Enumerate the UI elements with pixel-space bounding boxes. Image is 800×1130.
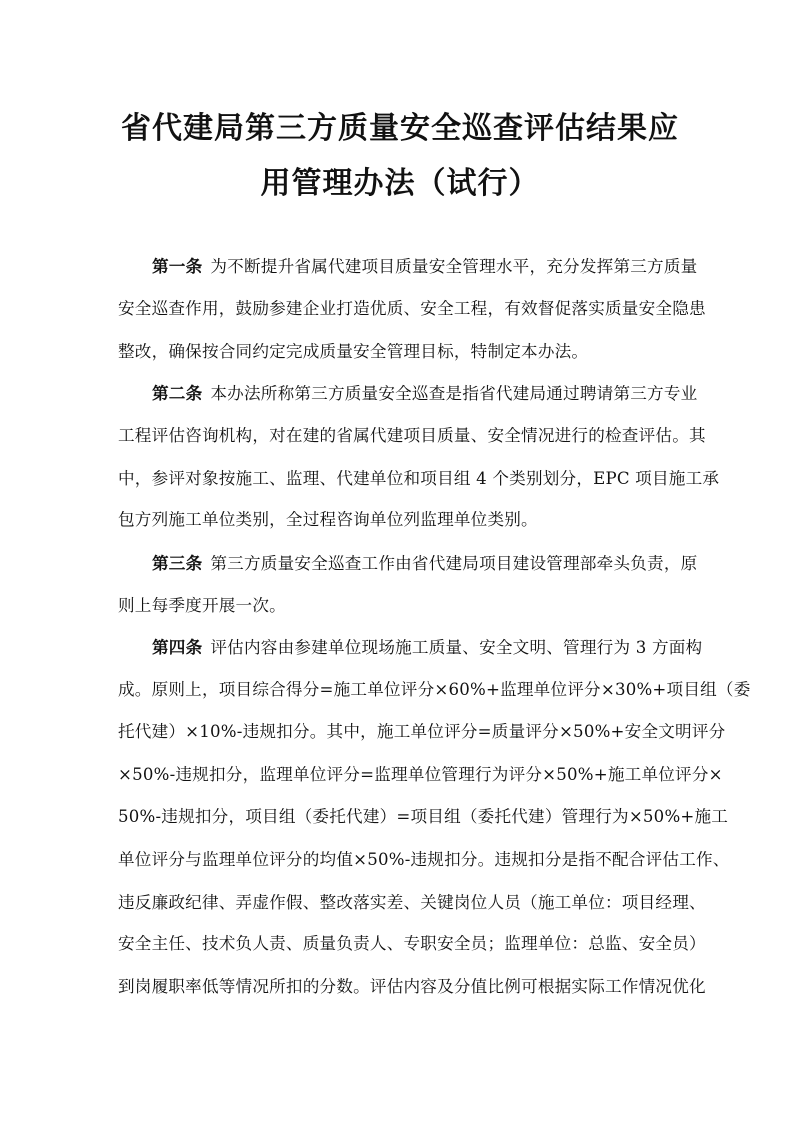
article-2-line-3: 中，参评对象按施工、监理、代建单位和项目组 4 个类别划分，EPC 项目施工承 [118,469,720,488]
article-2-line-1 [152,381,697,406]
article-4-line-4: ×50%-违规扣分，监理单位评分=监理单位管理行为评分×50%+施工单位评分× [118,765,723,784]
article-4-line-1 [152,635,702,660]
document-title-line-1: 省代建局第三方质量安全巡查评估结果应 [121,111,679,146]
document-title-line-2: 用管理办法（试行） [260,166,540,201]
article-2-text: 本办法所称第三方质量安全巡查是指省代建局通过聘请第三方专业 [210,384,698,403]
article-4-line-9: 到岗履职率低等情况所扣的分数。评估内容及分值比例可根据实际工作情况优化 [118,977,706,996]
article-4-line-6: 单位评分与监理单位评分的均值×50%-违规扣分。违规扣分是指不配合评估工作、 [118,850,730,869]
article-1-text: 为不断提升省属代建项目质量安全管理水平，充分发挥第三方质量 [210,257,698,276]
article-3-line-1 [152,551,697,576]
article-1-line-2: 安全巡查作用，鼓励参建企业打造优质、安全工程，有效督促落实质量安全隐患 [118,299,706,318]
article-3-label: 第三条 [152,553,203,573]
article-4-text: 评估内容由参建单位现场施工质量、安全文明、管理行为 3 方面构 [210,638,703,657]
article-3-text: 第三方质量安全巡查工作由省代建局项目建设管理部牵头负责，原 [210,554,698,573]
article-2-line-2: 工程评估咨询机构，对在建的省属代建项目质量、安全情况进行的检查评估。其 [118,426,706,445]
article-4-line-7: 违反廉政纪律、弄虚作假、整改落实差、关键岗位人员（施工单位：项目经理、 [118,893,706,912]
article-3-line-2: 则上每季度开展一次。 [118,596,286,615]
article-4-label: 第四条 [152,637,203,657]
article-4-line-8: 安全主任、技术负人责、质量负责人、专职安全员；监理单位：总监、安全员） [118,934,706,953]
article-4-line-2: 成。原则上，项目综合得分=施工单位评分×60%+监理单位评分×30%+项目组（委 [118,680,751,699]
article-4-line-5: 50%-违规扣分，项目组（委托代建）=项目组（委托代建）管理行为×50%+施工 [118,807,729,826]
article-2-label: 第二条 [152,383,203,403]
article-1-line-3: 整改，确保按合同约定完成质量安全管理目标，特制定本办法。 [118,342,589,361]
article-1-label: 第一条 [152,256,203,276]
article-4-line-3: 托代建）×10%-违规扣分。其中，施工单位评分=质量评分×50%+安全文明评分 [118,722,726,741]
article-2-line-4: 包方列施工单位类别，全过程咨询单位列监理单位类别。 [118,510,538,529]
article-1-line-1 [152,254,697,279]
